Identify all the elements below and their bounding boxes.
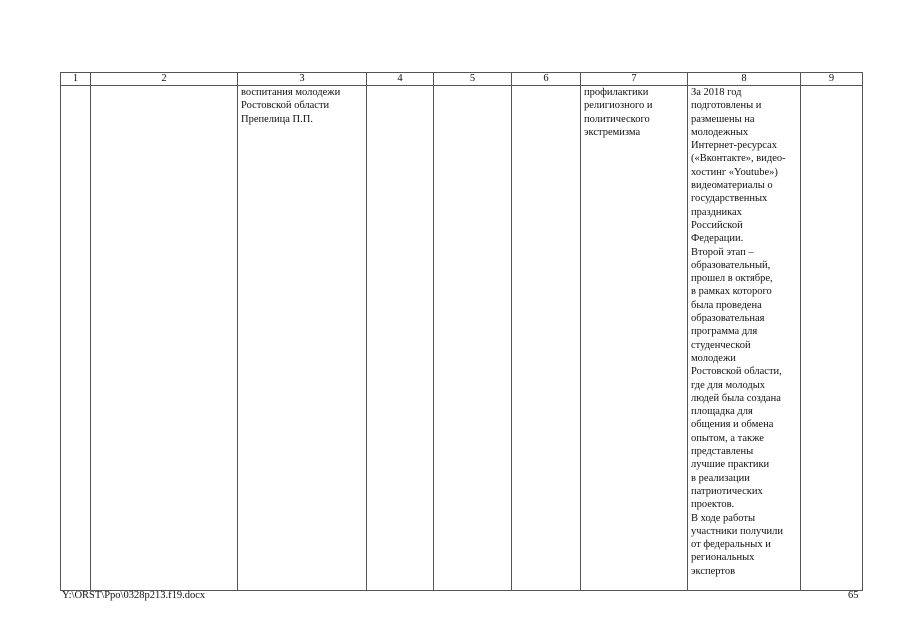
page-number: 65 bbox=[848, 590, 859, 601]
column-header-2: 2 bbox=[91, 73, 238, 86]
header-row bbox=[61, 73, 863, 86]
footer-file-path: Y:\ORST\Ppo\0328p213.f19.docx bbox=[62, 590, 206, 601]
column-header-9: 9 bbox=[801, 73, 863, 86]
table-row bbox=[61, 86, 863, 591]
cell-col-6 bbox=[512, 86, 581, 591]
cell-purpose: профилактики религиозного и политического экстремизма bbox=[581, 86, 688, 591]
column-header-3: 3 bbox=[238, 73, 367, 86]
column-header-5: 5 bbox=[434, 73, 512, 86]
cell-responsible: воспитания молодежи Ростовской области Препелица П.П. bbox=[238, 86, 367, 591]
cell-col-9 bbox=[801, 86, 863, 591]
cell-col-5 bbox=[434, 86, 512, 591]
column-header-7: 7 bbox=[581, 73, 688, 86]
column-header-6: 6 bbox=[512, 73, 581, 86]
cell-col-1 bbox=[61, 86, 91, 591]
document-table bbox=[60, 72, 863, 591]
column-header-8: 8 bbox=[688, 73, 801, 86]
cell-col-4 bbox=[367, 86, 434, 591]
cell-col-2 bbox=[91, 86, 238, 591]
column-header-4: 4 bbox=[367, 73, 434, 86]
column-header-1: 1 bbox=[61, 73, 91, 86]
cell-results: За 2018 год подготовлены и размешены на молодежных Интернет-ресурсах («Вконтакте», видео- хостинг «Youtube») видеоматериалы о государственных праздниках Российской Федерации. Второй этап – образовательный, прошел в октябре, в рамках которого была проведена образовательная программа для студенческой молодежи Ростовской области, где для молодых людей была создана площадка для общения и обмена опытом, а также представлены лучшие практики в реализации патриотических проектов. В ходе работы участники получили от федеральных и региональных экспертов bbox=[688, 86, 801, 591]
